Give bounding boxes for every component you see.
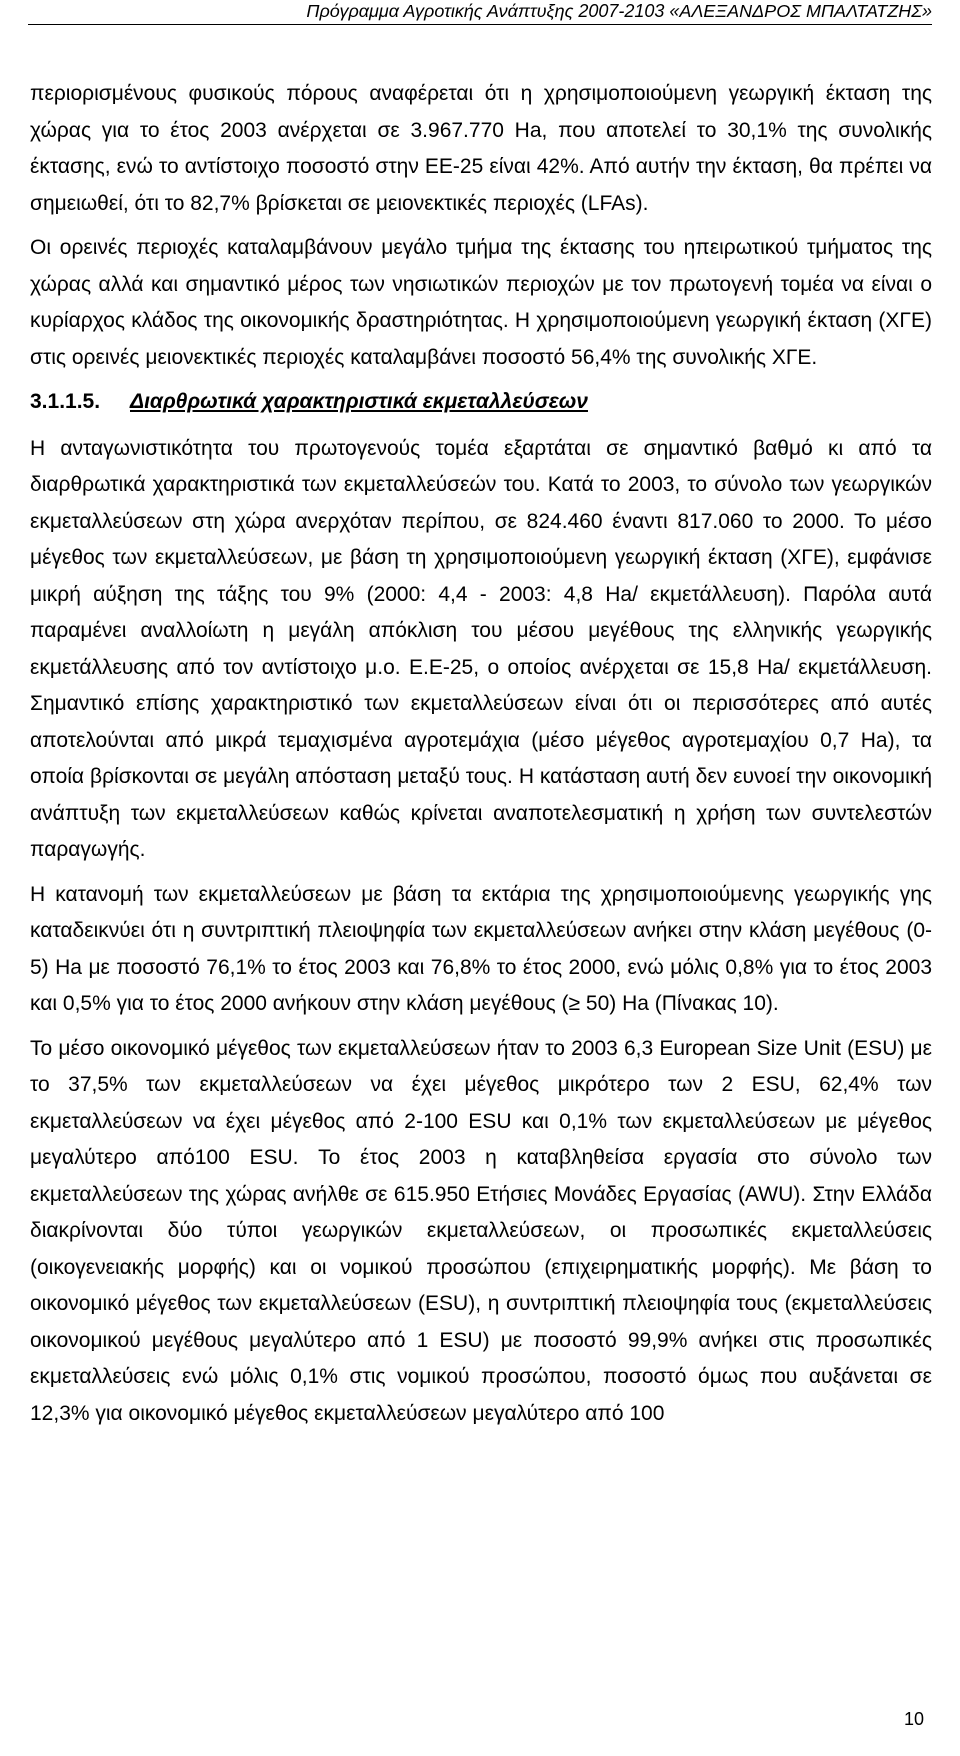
paragraph-economic-size: Το μέσο οικονομικό μέγεθος των εκμεταλλεύσεων ήταν το 2003 6,3 European Size Unit (ESU) με το 37,5% των εκμεταλλεύσεων να έχει μέγεθος μικρότερο των 2 ESU, 62,4% των εκμεταλλεύσεων να έχει μέγεθος από 2-100 ESU και 0,1% των εκμεταλλεύσεων με μέγεθος μεγαλύτερο από100 ESU. Το έτος 2003 η καταβληθείσα εργασία στο σύνολο των εκμεταλλεύσεων της χώρας ανήλθε σε 615.950 Ετήσιες Μονάδες Εργασίας (AWU). Στην Ελλάδα διακρίνονται δύο τύποι γεωργικών εκμεταλλεύσεων, οι προσωπικές εκμεταλλεύσεις (οικογενειακής μορφής) και οι νομικού προσώπου (επιχειρηματικής μορφής). Με βάση το οικονομικό μέγεθος των εκμεταλλεύσεων (ESU), η συντριπτική πλειοψηφία τους (εκμεταλλεύσεις οικονομικού μεγέθους μεγαλύτερο από 1 ESU) με ποσοστό 99,9% ανήκει στις προσωπικές εκμεταλλεύσεις ενώ μόλις 0,1% στις νομικού προσώπου, ποσοστό όμως που αυξάνεται σε 12,3% για οικονομικό μέγεθος εκμεταλλεύσεων μεγαλύτερο από 100 xyxy=(30,1036,932,1425)
paragraph-mountain-areas: Οι ορεινές περιοχές καταλαμβάνουν μεγάλο τμήμα της έκτασης του ηπειρωτικού τμήματος της χώρας αλλά και σημαντικό μέρος των νησιωτικών περιοχών με τον πρωτογενή τομέα να είναι ο κυρίαρχος κλάδος της οικονομικής δραστηριότητας. Η χρησιμοποιούμενη γεωργική έκταση (ΧΓΕ) στις ορεινές μειονεκτικές περιοχές καταλαμβάνει ποσοστό 56,4% της συνολικής ΧΓΕ. xyxy=(30,236,932,369)
paragraph-natural-resources: περιορισμένους φυσικούς πόρους αναφέρεται ότι η χρησιμοποιούμενη γεωργική έκταση της χώρας για το έτος 2003 ανέρχεται σε 3.967.770 Ηa, που αποτελεί το 30,1% της συνολικής έκτασης, ενώ το αντίστοιχο ποσοστό στην ΕΕ-25 είναι 42%. Από αυτήν την έκταση, θα πρέπει να σημειωθεί, ότι το 82,7% βρίσκεται σε μειονεκτικές περιοχές (LFAs). xyxy=(30,82,932,215)
section-title: Διαρθρωτικά χαρακτηριστικά εκμεταλλεύσεων xyxy=(130,390,588,413)
document-body xyxy=(30,76,932,1440)
section-heading xyxy=(30,384,932,421)
paragraph-size-distribution: Η κατανομή των εκμεταλλεύσεων με βάση τα εκτάρια της χρησιμοποιούμενης γεωργικής γης καταδεικνύει ότι η συντριπτική πλειοψηφία των εκμεταλλεύσεων ανήκει στην κλάση μεγέθους (0-5) Ηa με ποσοστό 76,1% το έτος 2003 και 76,8% το έτος 2000, ενώ μόλις 0,8% για το έτος 2003 και 0,5% για το έτος 2000 ανήκουν στην κλάση μεγέθους (≥ 50) Ηa (Πίνακας 10). xyxy=(30,882,932,1015)
paragraph-competitiveness: Η ανταγωνιστικότητα του πρωτογενούς τομέα εξαρτάται σε σημαντικό βαθμό κι από τα διαρθρωτικά χαρακτηριστικά των εκμεταλλεύσεών του. Κατά το 2003, το σύνολο των γεωργικών εκμεταλλεύσεων στη χώρα ανερχόταν περίπου, σε 824.460 έναντι 817.060 το 2000. Το μέσο μέγεθος των εκμεταλλεύσεων, με βάση τη χρησιμοποιούμενη γεωργική έκταση (ΧΓΕ), εμφάνισε μικρή αύξηση της τάξης του 9% (2000: 4,4 - 2003: 4,8 Ha/ εκμετάλλευση). Παρόλα αυτά παραμένει αναλλοίωτη η μεγάλη απόκλιση του μέσου μεγέθους της ελληνικής γεωργικής εκμετάλλευσης από τον αντίστοιχο μ.ο. Ε.Ε-25, ο οποίος ανέρχεται σε 15,8 Ha/ εκμετάλλευση. Σημαντικό επίσης χαρακτηριστικό των εκμεταλλεύσεων είναι ότι οι περισσότερες από αυτές αποτελούνται από μικρά τεμαχισμένα αγροτεμάχια (μέσο μέγεθος αγροτεμαχίου 0,7 Ha), τα οποία βρίσκονται σε μεγάλη απόσταση μεταξύ τους. Η κατάσταση αυτή δεν ευνοεί την οικονομική ανάπτυξη των εκμεταλλεύσεων καθώς κρίνεται αναποτελεσματική η χρήση των συντελεστών παραγωγής. xyxy=(30,436,932,861)
header-divider xyxy=(28,24,932,25)
section-number: 3.1.1.5. xyxy=(30,390,101,413)
page-number: 10 xyxy=(903,1709,924,1729)
running-header: Πρόγραμμα Αγροτικής Ανάπτυξης 2007-2103 «ΑΛΕΞΑΝΔΡΟΣ ΜΠΑΛΤΑΤΖΗΣ» xyxy=(306,1,932,21)
